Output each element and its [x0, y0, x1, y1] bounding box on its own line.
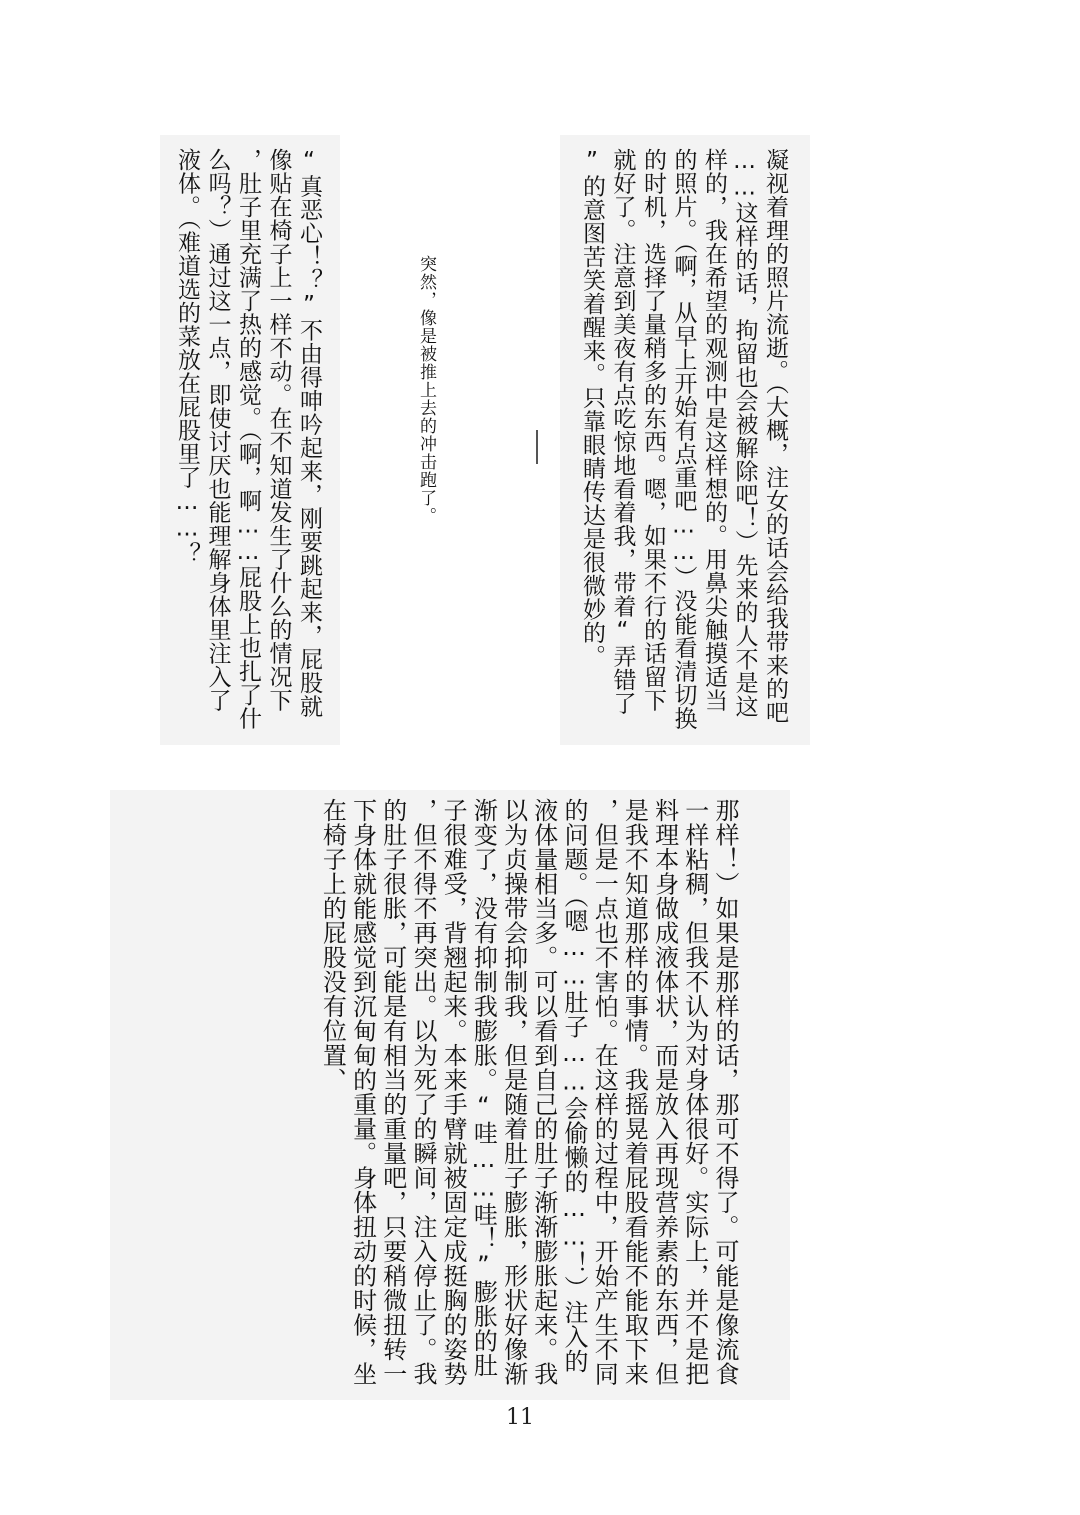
paragraph-top-right: 凝视着理的照片流逝。（大概，注女的话会给我带来的吧……这样的话，拘留也会被解除吧！）先来的人不是这样的，我在希望的观测中是这样想的。用鼻尖触摸适当的照片。（啊，从早上开始有点重吧……）没能看清切换的时机，选择了量稍多的东西。嗯，如果不行的话留下就好了。注意到美夜有点吃惊地看着我，带着“弄错了”的意图苦笑着醒来。只靠眼睛传达是很微妙的。 — [579, 148, 788, 730]
text-block-top-center — [408, 255, 438, 555]
text-block-top-right — [575, 148, 790, 730]
text-block-bottom — [280, 798, 740, 1388]
text-block-top-left — [172, 148, 324, 730]
paragraph-top-center: 突然，像是被推上去的冲击跑了。 — [416, 255, 436, 525]
scan-artifact-line — [536, 430, 538, 464]
page-number: 11 — [506, 1405, 534, 1430]
paragraph-top-left: “真恶心！？”不由得呻吟起来，刚要跳起来，屁股就像贴在椅子上一样不动。在不知道发生了什么的情况下，肚子里充满了热的感觉。（啊，啊……屁股上也扎了什么吗？）通过这一点，即使讨厌也能理解身体里注入了液体。（难道选的菜放在屁股里了……？ — [174, 148, 322, 730]
paragraph-bottom: 那样！）如果是那样的话，那可不得了。可能是像流食一样粘稠，但我不认为对身体很好。实际上，并不是把料理本身做成液体状，而是放入再现营养素的东西，但是我不知道那样的事情。我摇晃着屁股看能不能取下来，但是一点也不害怕。在这样的过程中，开始产生不同的问题。（嗯……肚子……会偷懒的……！）注入的液体量相当多。可以看到自己的肚子渐渐膨胀起来。我以为贞操带会抑制我，但是随着肚子膨胀，形状好像渐渐变了，没有抑制我膨胀。“哇……哇！”膨胀的肚子很难受，背翘起来。本来手臂就被固定成挺胸的姿势，但不得不再突出。以为死了的瞬间，注入停止了。我的肚子很胀，可能是有相当的重量吧，只要稍微扭转一下身体就能感觉到沉甸甸的重量。身体扭动的时候，坐在椅子上的屁股没有位置、 — [318, 798, 739, 1386]
